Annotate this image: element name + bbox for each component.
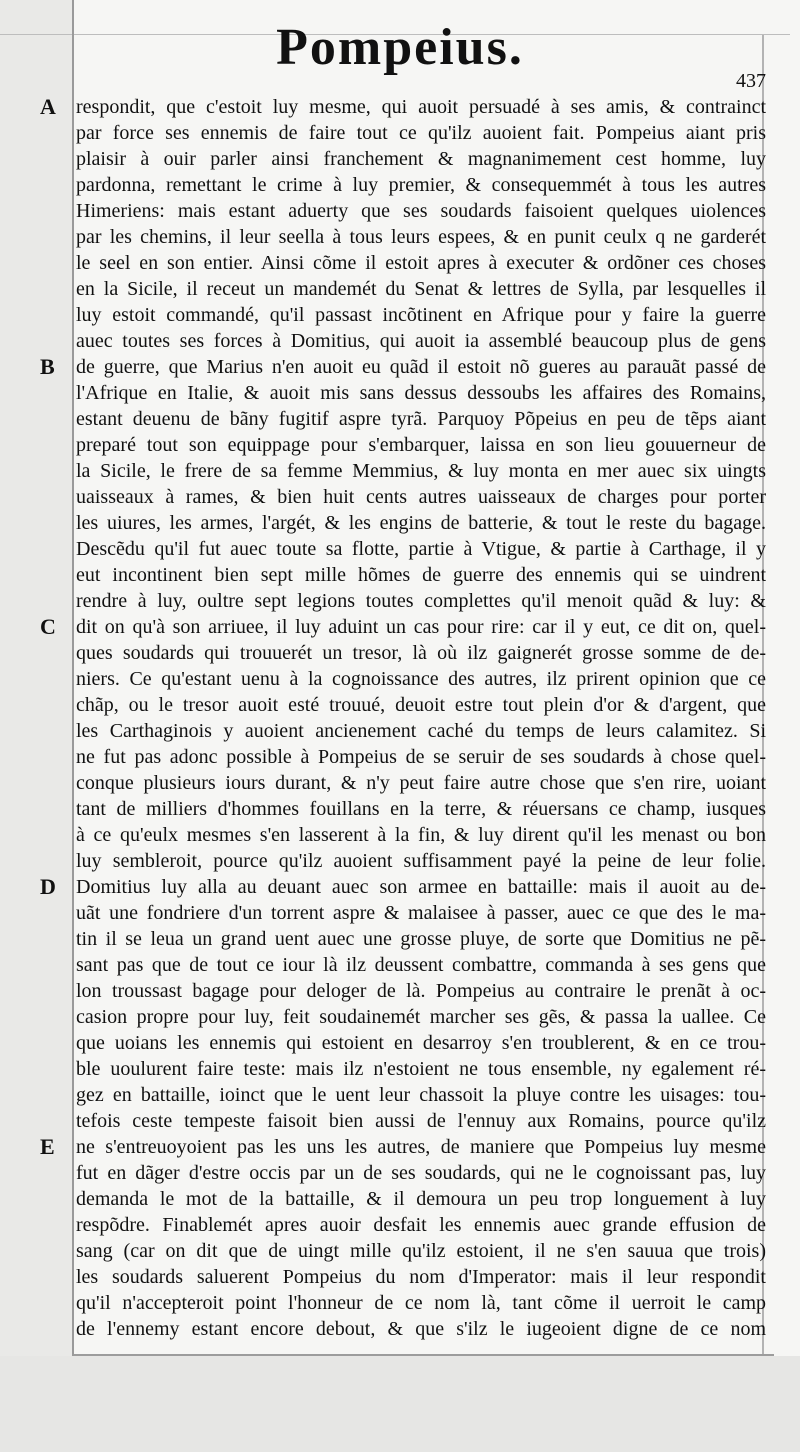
text-line: estant deuenu de bãny fugitif aspre tyrã. Parquoy Põpeius en peu de tẽps aiant: [76, 408, 766, 430]
text-line: à ce qu'eulx mesmes s'en lasserent à la fin, & luy dirent qu'il les menast ou bon: [76, 824, 766, 846]
margin-letter-c: C: [40, 614, 56, 639]
margin-letter-b: B: [40, 354, 55, 379]
text-line: preparé tout son equippage pour s'embarquer, laissa en son lieu gouuerneur de: [76, 434, 766, 456]
text-line: ne fut pas adonc possible à Pompeius de se seruir de ses soudards à chose quel-: [76, 746, 766, 768]
running-title: Pompeius.: [276, 19, 524, 76]
text-line: respõdre. Finablemét apres auoir desfait les ennemis auec grande effusion de: [76, 1214, 766, 1236]
text-line: dit on qu'à son arriuee, il luy aduint un cas pour rire: car il y eut, ce dit on, quel-: [76, 616, 766, 638]
text-line: ques soudards qui trouuerét un tresor, là où ilz gaignerét grosse somme de de-: [76, 642, 766, 664]
text-line: ne s'entreuoyoient pas les uns les autres, de maniere que Pompeius luy mesme: [76, 1136, 766, 1158]
text-line: pardonna, remettant le crime à luy premier, & consequemmét à tous les autres: [76, 174, 766, 196]
text-line: luy sembleroit, pource qu'ilz auoient suffisamment payé la peine de leur folie.: [76, 850, 766, 872]
margin-letter-d: D: [40, 874, 56, 899]
body-text: [76, 94, 766, 1342]
text-line: tant de milliers d'hommes fouillans en la terre, & réuersans ce champ, iusques: [76, 798, 766, 820]
text-line: les soudards saluerent Pompeius du nom d'Imperator: mais il leur respondit: [76, 1266, 766, 1288]
text-line: les Carthaginois y auoient ancienement caché du temps de leurs calamitez. Si: [76, 720, 766, 742]
text-line: la Sicile, le frere de sa femme Memmius, & luy monta en mer auec six uingts: [76, 460, 766, 482]
text-line: rendre à luy, oultre sept legions toutes complettes qu'il menoit quãd & luy: &: [76, 590, 766, 612]
text-line: le seel en son entier. Ainsi cõme il estoit apres à executer & ordõner ces choses: [76, 252, 766, 274]
text-line: gez en battaille, ioinct que le uent leur chassoit la pluye contre les uisages: tou-: [76, 1084, 766, 1106]
text-line: Domitius luy alla au deuant auec son armee en battaille: mais il auoit au de-: [76, 876, 766, 898]
text-line: conque plusieurs iours durant, & n'y peut faire autre chose que s'en rire, uoiant: [76, 772, 766, 794]
text-line: plaisir à ouir parler ainsi franchement & magnanimement cest homme, luy: [76, 148, 766, 170]
left-margin-rule: [72, 0, 74, 1360]
text-line: niers. Ce qu'estant uenu à la cognoissance des autres, ilz prirent opinion que ce: [76, 668, 766, 690]
text-line: auec toutes ses forces à Domitius, qui auoit ia assemblé beaucoup plus de gens: [76, 330, 766, 352]
text-line: lon troussast bagage pour deloger de là. Pompeius au contraire le prenãt à oc-: [76, 980, 766, 1002]
text-line: tefois ceste tempeste faisoit bien aussi de l'ennuy aux Romains, pource qu'ilz: [76, 1110, 766, 1132]
margin-letter-e: E: [40, 1134, 55, 1159]
text-line: sang (car on dit que de uingt mille qu'ilz estoient, il ne s'en sauua que trois): [76, 1240, 766, 1262]
text-line: de guerre, que Marius n'en auoit eu quãd il estoit nõ gueres au parauãt passé de: [76, 356, 766, 378]
text-line: fut en dãger d'estre occis par un de ses soudards, qui ne le cognoissant pas, luy: [76, 1162, 766, 1184]
text-line: eut incontinent bien sept mille hõmes de guerre des ennemis qui se uindrent: [76, 564, 766, 586]
text-line: sant pas que de tout ce iour là ilz deussent combattre, commanda à ses gens que: [76, 954, 766, 976]
text-line: Descẽdu qu'il fut auec toute sa flotte, partie à Vtigue, & partie à Carthage, il y: [76, 538, 766, 560]
page-gutter: [0, 0, 74, 1452]
text-line: de l'ennemy estant encore debout, & que s'ilz le iugeoient digne de ce nom: [76, 1318, 766, 1340]
text-line: qu'il n'accepteroit point l'honneur de ce nom là, tant cõme il uerroit le camp: [76, 1292, 766, 1314]
text-line: demanda le mot de la battaille, & il demoura un peu trop longuement à luy: [76, 1188, 766, 1210]
text-line: que uoians les ennemis qui estoient en desarroy s'en troublerent, & en ce trou-: [76, 1032, 766, 1054]
text-line: en la Sicile, il receut un mandemét du Senat & lettres de Sylla, par lesquelles il: [76, 278, 766, 300]
text-line: par les chemins, il leur seella à tous leurs espees, & en punit ceulx q ne garderét: [76, 226, 766, 248]
text-line: les uiures, les armes, l'argét, & les engins de batterie, & tout le reste du bagage.: [76, 512, 766, 534]
text-line: tin il se leua un grand uent auec une grosse pluye, de sorte que Domitius ne pẽ-: [76, 928, 766, 950]
text-line: ble uoulurent faire teste: mais ilz n'estoient ne tous ensemble, ny egalement ré-: [76, 1058, 766, 1080]
text-line: Himeriens: mais estant aduerty que ses soudards faisoient quelques uiolences: [76, 200, 766, 222]
text-line: respondit, que c'estoit luy mesme, qui auoit persuadé à ses amis, & contrainct: [76, 96, 766, 118]
text-line: uãt une fondriere d'un torrent aspre & malaisee à passer, auec ce que des le ma-: [76, 902, 766, 924]
text-line: uaisseaux à rames, & bien huit cents autres uaisseaux de charges pour porter: [76, 486, 766, 508]
text-line: luy estoit commandé, qu'il passast incõtinent en Afrique pour y faire la guerre: [76, 304, 766, 326]
margin-letter-a: A: [40, 94, 56, 119]
text-line: par force ses ennemis de faire tout ce qu'ilz auoient fait. Pompeius aiant pris: [76, 122, 766, 144]
text-line: chãp, ou le tresor auoit esté trouué, deuoit estre tout plein d'or & d'argent, que: [76, 694, 766, 716]
text-line: l'Afrique en Italie, & auoit mis sans dessus dessoubs les affaires des Romains,: [76, 382, 766, 404]
bottom-margin: [0, 1356, 800, 1452]
page-number: 437: [736, 70, 766, 92]
text-line: casion propre pour luy, feit soudainemét marcher ses gẽs, & passa la uallee. Ce: [76, 1006, 766, 1028]
